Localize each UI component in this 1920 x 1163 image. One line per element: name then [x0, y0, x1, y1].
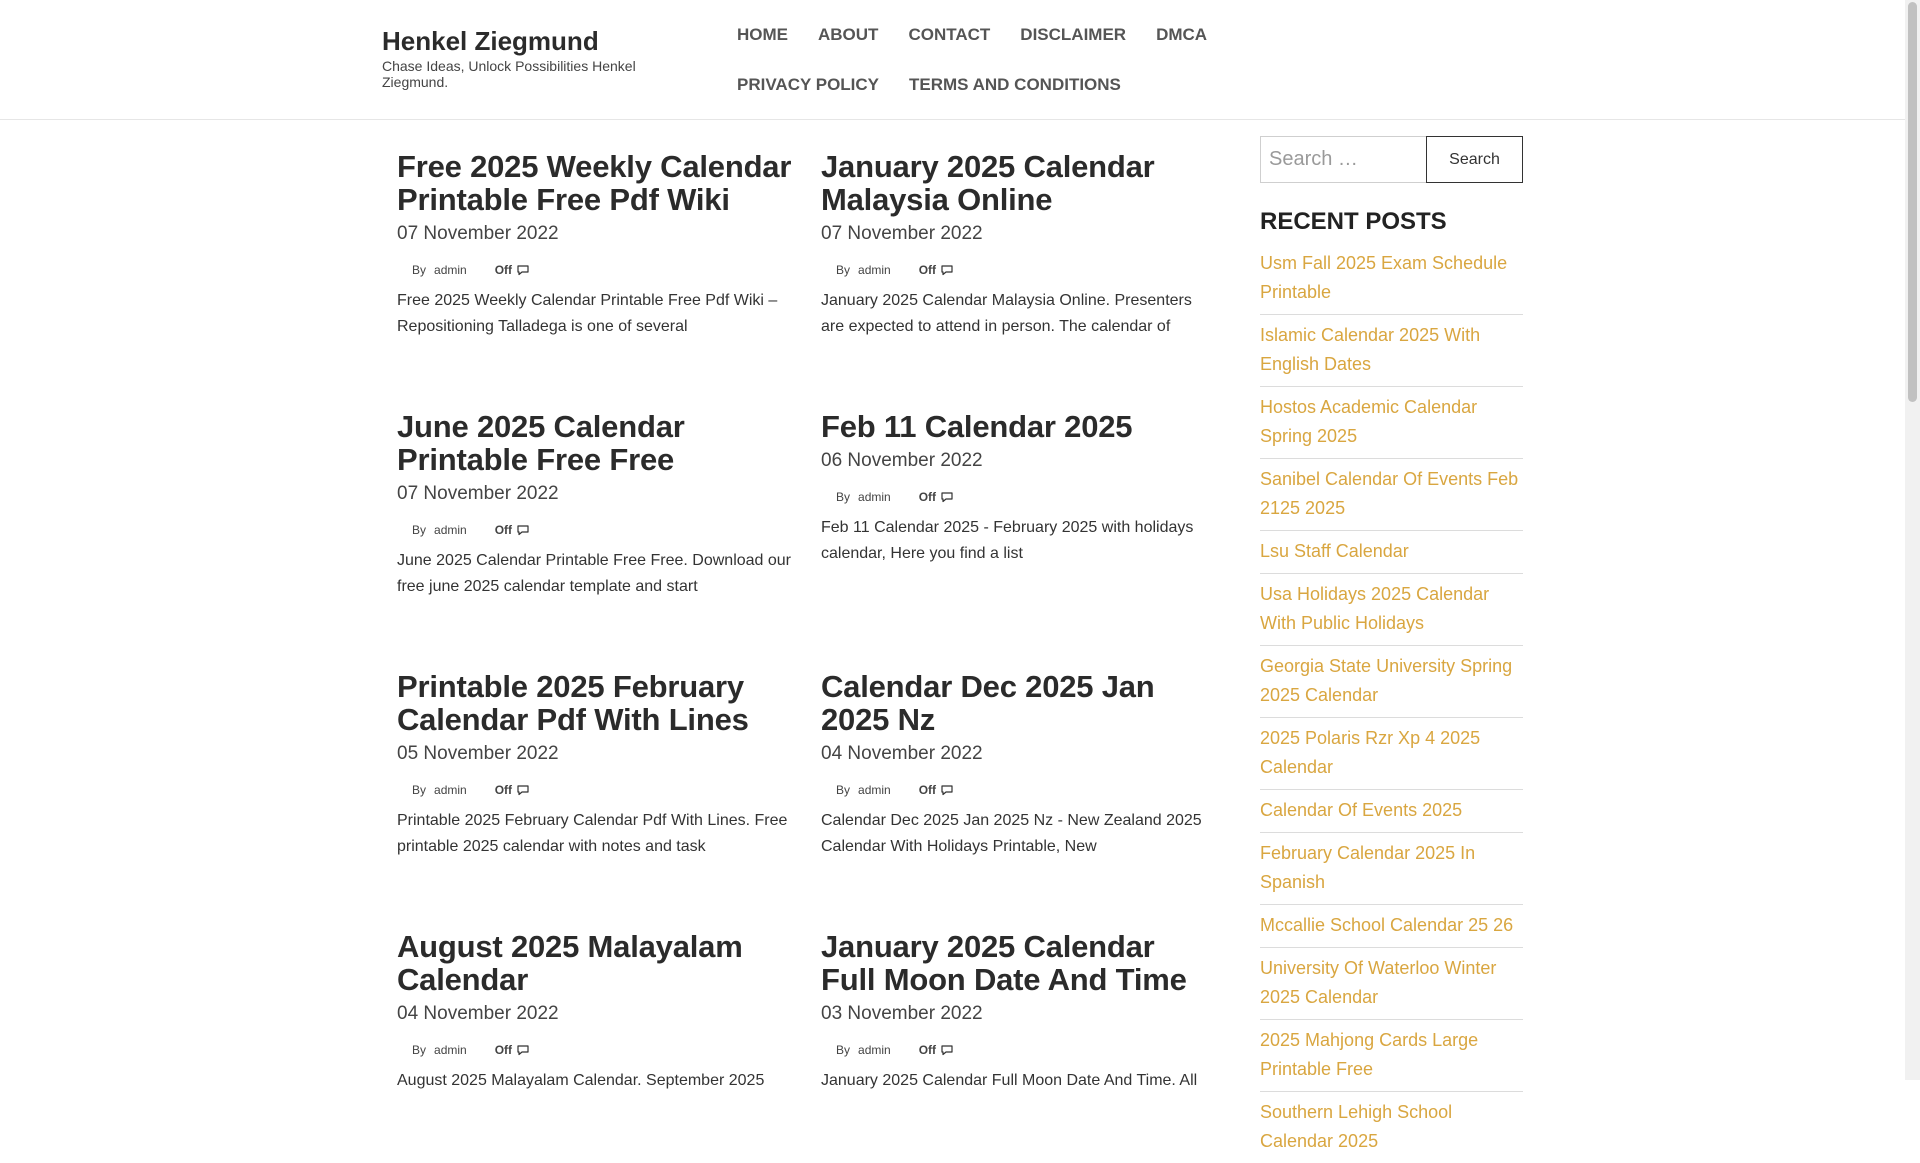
- post-comments-status: Off: [494, 523, 513, 537]
- post-title[interactable]: Feb 11 Calendar 2025: [821, 409, 1133, 444]
- post-by-label: By: [412, 1043, 427, 1057]
- post-card: [821, 930, 1216, 1094]
- post-excerpt: Calendar Dec 2025 Jan 2025 Nz - New Zealand 2025 Calendar With Holidays Printable, New: [821, 812, 1202, 855]
- recent-post-item: [1260, 1092, 1523, 1163]
- post-by-label: By: [412, 523, 427, 537]
- recent-post-item: [1260, 905, 1523, 948]
- scrollbar-thumb[interactable]: [1908, 2, 1917, 402]
- recent-post-link[interactable]: Usm Fall 2025 Exam Schedule Printable: [1260, 253, 1508, 302]
- recent-post-link[interactable]: University Of Waterloo Winter 2025 Calendar: [1260, 958, 1497, 1007]
- nav-contact[interactable]: CONTACT: [908, 25, 991, 44]
- recent-post-item: [1260, 574, 1523, 646]
- search-form: [1260, 136, 1523, 183]
- post-title[interactable]: Calendar Dec 2025 Jan 2025 Nz: [821, 669, 1155, 737]
- post-card: [821, 410, 1216, 567]
- post-card: [397, 410, 792, 600]
- post-comments-status: Off: [494, 263, 513, 277]
- post-comments-status: Off: [918, 263, 937, 277]
- post-meta: [821, 262, 1216, 278]
- search-button[interactable]: Search: [1426, 136, 1523, 183]
- site-title[interactable]: Henkel Ziegmund: [382, 26, 599, 56]
- recent-post-link[interactable]: Calendar Of Events 2025: [1260, 800, 1463, 820]
- post-date: 04 November 2022: [821, 743, 983, 764]
- post-title[interactable]: August 2025 Malayalam Calendar: [397, 929, 743, 997]
- post-by-label: By: [836, 783, 851, 797]
- comment-icon: [941, 1045, 953, 1055]
- post-card: [397, 150, 792, 340]
- post-by-label: By: [836, 490, 851, 504]
- recent-post-item: [1260, 646, 1523, 718]
- post-card: [821, 150, 1216, 340]
- post-by-label: By: [412, 263, 427, 277]
- post-date: 06 November 2022: [821, 450, 983, 471]
- recent-post-item: [1260, 1020, 1523, 1092]
- recent-post-item: [1260, 315, 1523, 387]
- post-title[interactable]: June 2025 Calendar Printable Free Free: [397, 409, 685, 477]
- recent-post-item: [1260, 718, 1523, 790]
- nav-disclaimer[interactable]: DISCLAIMER: [1020, 25, 1127, 44]
- post-author-link[interactable]: admin: [858, 263, 891, 277]
- post-date: 05 November 2022: [397, 743, 559, 764]
- recent-post-link[interactable]: Georgia State University Spring 2025 Calendar: [1260, 656, 1513, 705]
- post-comments-status: Off: [494, 783, 513, 797]
- recent-post-link[interactable]: Hostos Academic Calendar Spring 2025: [1260, 397, 1478, 446]
- recent-posts-heading: RECENT POSTS: [1260, 208, 1447, 235]
- post-meta: [821, 1042, 1216, 1058]
- post-meta: [397, 1042, 792, 1058]
- recent-post-item: [1260, 387, 1523, 459]
- post-by-label: By: [412, 783, 427, 797]
- post-date: 07 November 2022: [397, 483, 559, 504]
- recent-post-link[interactable]: Sanibel Calendar Of Events Feb 2125 2025: [1260, 469, 1519, 518]
- post-comments-status: Off: [918, 1043, 937, 1057]
- post-excerpt: January 2025 Calendar Malaysia Online. Presenters are expected to attend in person. The calendar of: [821, 292, 1192, 335]
- post-title[interactable]: January 2025 Calendar Malaysia Online: [821, 149, 1155, 217]
- recent-post-link[interactable]: February Calendar 2025 In Spanish: [1260, 843, 1476, 892]
- comment-icon: [941, 785, 953, 795]
- post-author-link[interactable]: admin: [434, 263, 467, 277]
- post-excerpt: Printable 2025 February Calendar Pdf With Lines. Free printable 2025 calendar with notes and task: [397, 812, 788, 855]
- recent-post-item: [1260, 833, 1523, 905]
- recent-post-item: [1260, 948, 1523, 1020]
- recent-post-link[interactable]: 2025 Mahjong Cards Large Printable Free: [1260, 1030, 1479, 1079]
- post-date: 04 November 2022: [397, 1003, 559, 1024]
- post-comments-status: Off: [918, 783, 937, 797]
- post-date: 07 November 2022: [397, 223, 559, 244]
- post-author-link[interactable]: admin: [434, 783, 467, 797]
- nav-terms-and-conditions[interactable]: TERMS AND CONDITIONS: [909, 75, 1121, 94]
- recent-post-link[interactable]: Mccallie School Calendar 25 26: [1260, 915, 1514, 935]
- post-meta: [397, 782, 792, 798]
- nav-home[interactable]: HOME: [737, 25, 788, 44]
- post-title[interactable]: January 2025 Calendar Full Moon Date And Time: [821, 929, 1187, 997]
- post-meta: [821, 489, 1216, 505]
- recent-post-link[interactable]: Usa Holidays 2025 Calendar With Public Holidays: [1260, 584, 1490, 633]
- nav-about[interactable]: ABOUT: [818, 25, 879, 44]
- comment-icon: [517, 785, 529, 795]
- nav-dmca[interactable]: DMCA: [1156, 25, 1208, 44]
- site-branding: [382, 26, 682, 90]
- recent-post-link[interactable]: 2025 Polaris Rzr Xp 4 2025 Calendar: [1260, 728, 1481, 777]
- post-date: 07 November 2022: [821, 223, 983, 244]
- sidebar: [1260, 136, 1523, 1163]
- post-excerpt: August 2025 Malayalam Calendar. September 2025: [397, 1072, 765, 1089]
- post-excerpt: Feb 11 Calendar 2025 - February 2025 with holidays calendar, Here you find a list: [821, 519, 1194, 562]
- post-date: 03 November 2022: [821, 1003, 983, 1024]
- post-meta: [397, 262, 792, 278]
- recent-post-item: [1260, 790, 1523, 833]
- post-card: [397, 670, 792, 860]
- recent-posts-list: [1260, 243, 1523, 1163]
- recent-post-item: [1260, 459, 1523, 531]
- post-excerpt: Free 2025 Weekly Calendar Printable Free Pdf Wiki – Repositioning Talladega is one of several: [397, 292, 778, 335]
- post-author-link[interactable]: admin: [858, 490, 891, 504]
- recent-post-link[interactable]: Southern Lehigh School Calendar 2025: [1260, 1102, 1453, 1151]
- comment-icon: [941, 265, 953, 275]
- recent-post-item: [1260, 243, 1523, 315]
- comment-icon: [941, 492, 953, 502]
- post-author-link[interactable]: admin: [434, 1043, 467, 1057]
- post-by-label: By: [836, 263, 851, 277]
- post-author-link[interactable]: admin: [434, 523, 467, 537]
- search-input[interactable]: [1260, 136, 1426, 183]
- comment-icon: [517, 525, 529, 535]
- comment-icon: [517, 1045, 529, 1055]
- post-author-link[interactable]: admin: [858, 1043, 891, 1057]
- post-title[interactable]: Free 2025 Weekly Calendar Printable Free Pdf Wiki: [397, 149, 792, 217]
- post-excerpt: June 2025 Calendar Printable Free Free. Download our free june 2025 calendar template and start: [397, 552, 792, 595]
- main-navigation: [722, 14, 1382, 114]
- comment-icon: [517, 265, 529, 275]
- post-author-link[interactable]: admin: [858, 783, 891, 797]
- post-meta: [397, 522, 792, 538]
- site-header: [0, 0, 1905, 120]
- recent-post-link[interactable]: Lsu Staff Calendar: [1260, 541, 1409, 561]
- post-title[interactable]: Printable 2025 February Calendar Pdf With Lines: [397, 669, 749, 737]
- recent-post-link[interactable]: Islamic Calendar 2025 With English Dates: [1260, 325, 1481, 374]
- recent-post-item: [1260, 531, 1523, 574]
- post-comments-status: Off: [494, 1043, 513, 1057]
- site-tagline: Chase Ideas, Unlock Possibilities Henkel Ziegmund.: [382, 58, 636, 90]
- post-card: [821, 670, 1216, 860]
- post-comments-status: Off: [918, 490, 937, 504]
- post-card: [397, 930, 792, 1094]
- nav-privacy-policy[interactable]: PRIVACY POLICY: [737, 75, 880, 94]
- post-by-label: By: [836, 1043, 851, 1057]
- post-meta: [821, 782, 1216, 798]
- post-excerpt: January 2025 Calendar Full Moon Date And Time. All: [821, 1072, 1198, 1089]
- page-scrollbar[interactable]: [1905, 0, 1920, 1080]
